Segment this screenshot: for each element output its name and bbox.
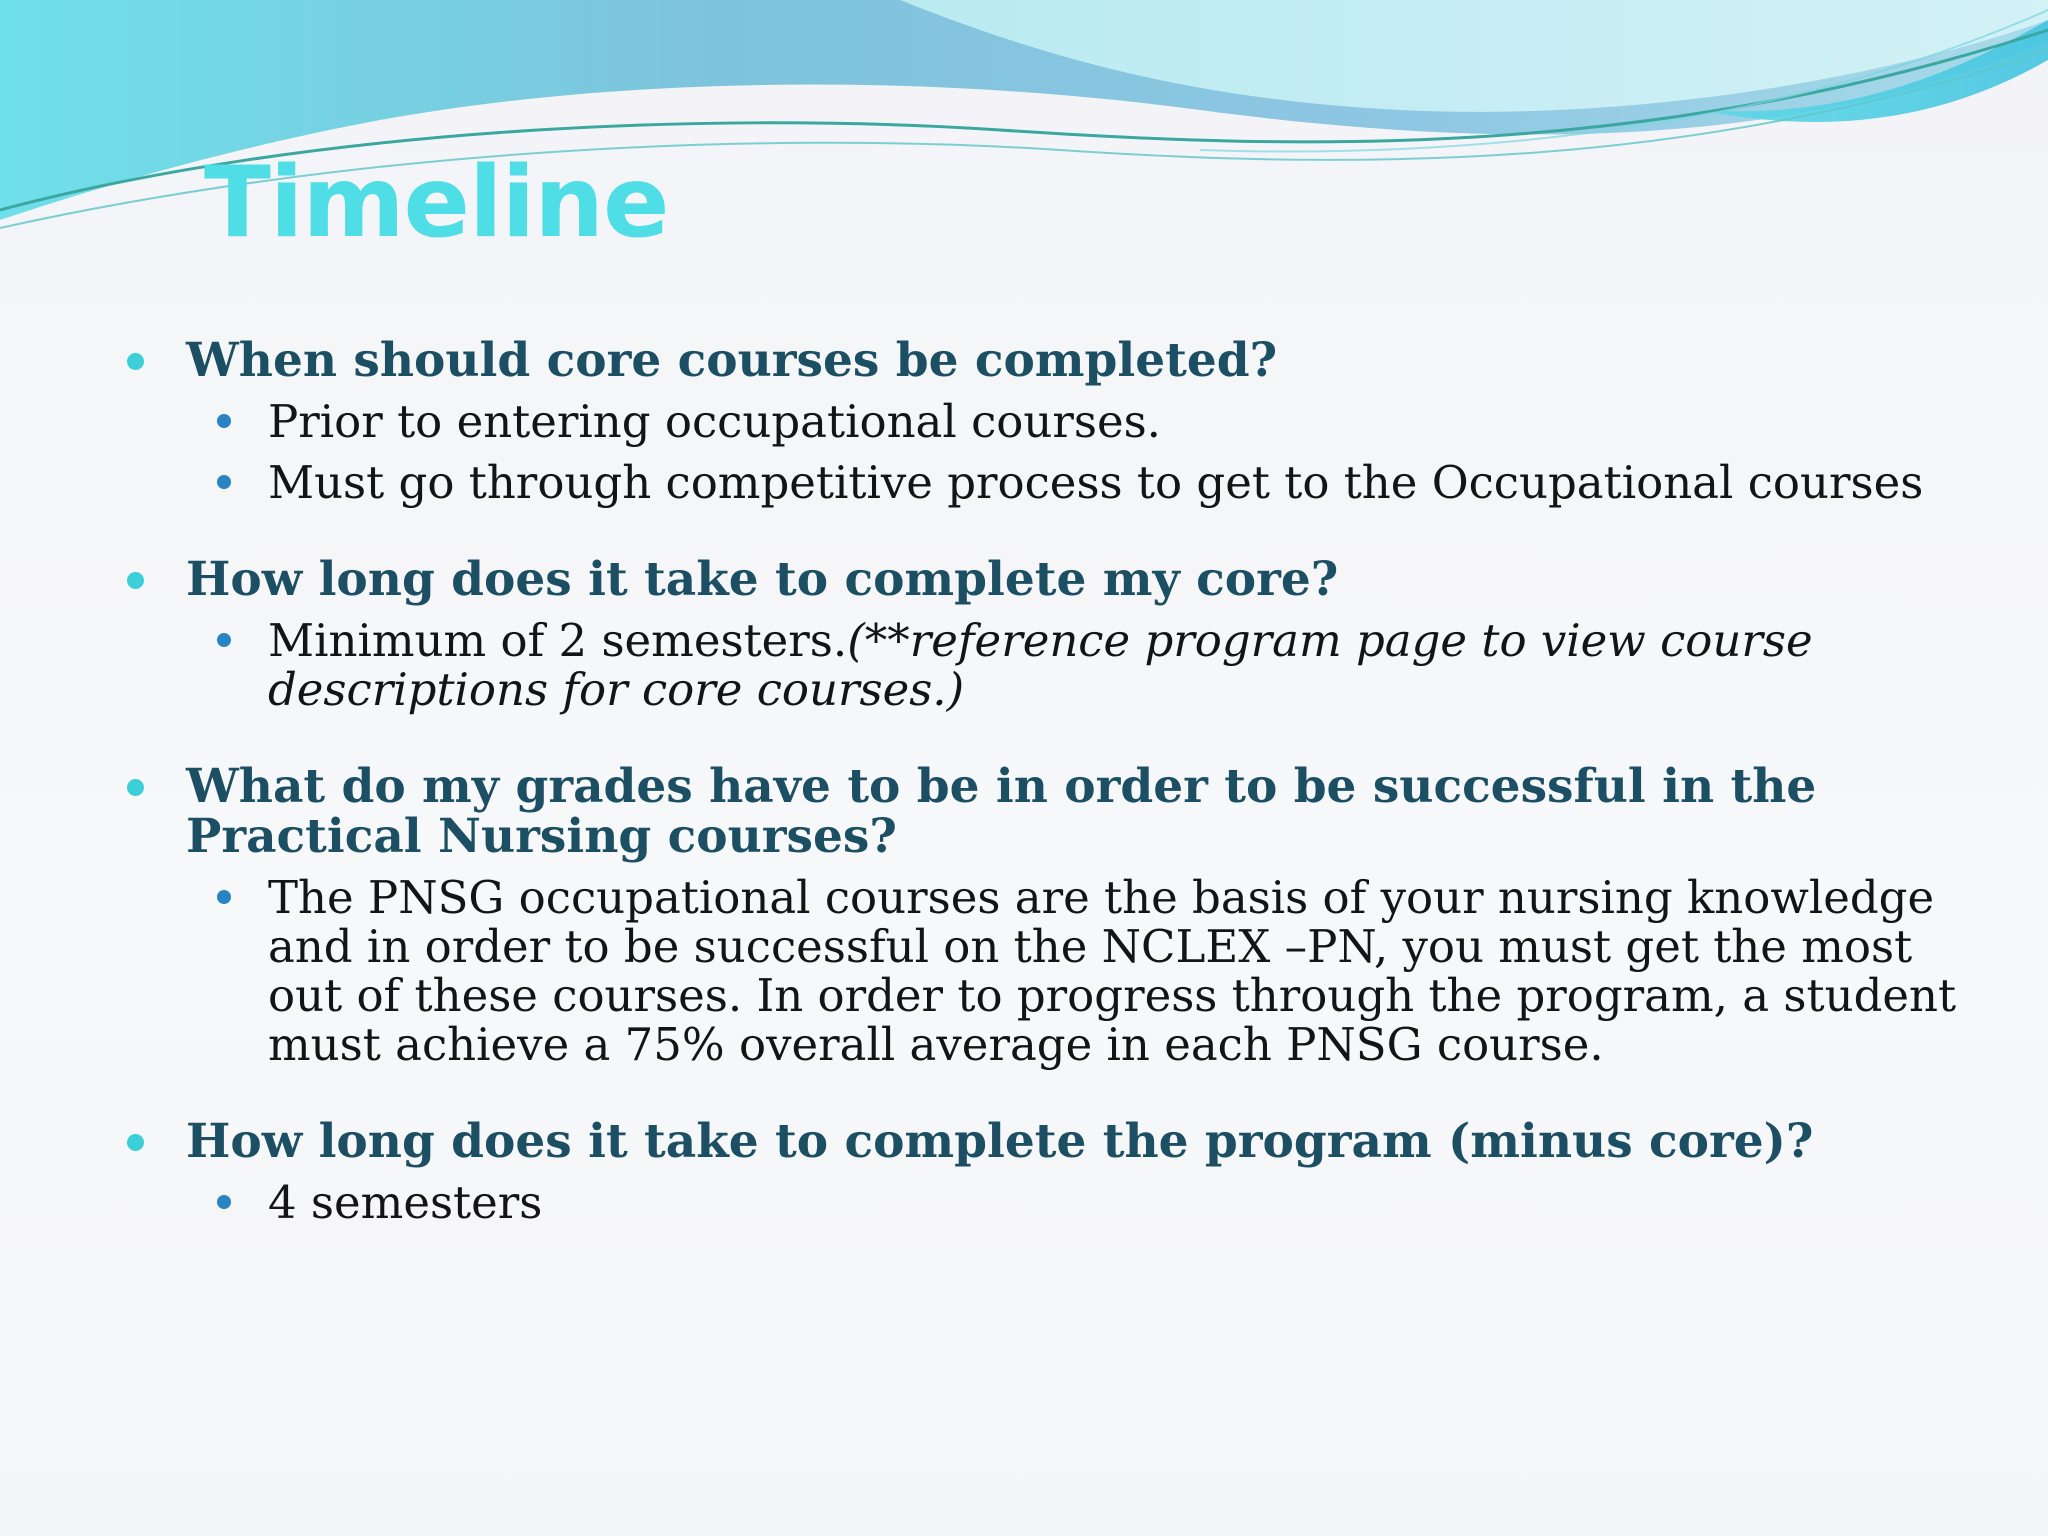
answer-text: Minimum of 2 semesters. xyxy=(268,614,848,667)
sub-bullet-icon xyxy=(217,633,231,647)
slide-title: Timeline xyxy=(204,146,669,260)
answer-list xyxy=(120,616,1980,714)
answer-text: Must go through competitive process to get to the Occupational courses xyxy=(268,456,1924,509)
question-section xyxy=(120,1114,1980,1229)
question-bullet xyxy=(120,552,1980,607)
answer-text: Prior to entering occupational courses. xyxy=(268,395,1161,448)
question-section xyxy=(120,759,1980,1071)
sub-bullet-icon xyxy=(217,1195,231,1209)
question-bullet xyxy=(120,333,1980,388)
question-section xyxy=(120,333,1980,509)
question-text: How long does it take to complete the program (minus core)? xyxy=(186,1114,1814,1169)
answer-list xyxy=(120,1178,1980,1227)
answer-bullet xyxy=(120,616,1980,714)
question-section xyxy=(120,552,1980,716)
question-bullet xyxy=(120,759,1980,864)
answer-bullet xyxy=(120,458,1980,507)
bullet-icon xyxy=(127,572,144,589)
slide-content xyxy=(120,333,1980,1275)
question-text: When should core courses be completed? xyxy=(186,333,1278,388)
answer-bullet xyxy=(120,873,1980,1069)
bullet-icon xyxy=(127,353,144,370)
sub-bullet-icon xyxy=(217,475,231,489)
answer-list xyxy=(120,873,1980,1069)
answer-bullet xyxy=(120,1178,1980,1227)
answer-text: The PNSG occupational courses are the basis of your nursing knowledge and in order to be successful on the NCLEX –PN, you must get the most out of these courses. In order to progress through the program, a student must achieve a 75% overall average in each PNSG course. xyxy=(268,871,1957,1071)
question-text: How long does it take to complete my core? xyxy=(186,552,1339,607)
question-bullet xyxy=(120,1114,1980,1169)
answer-italic-note: (**reference program page to view course descriptions for core courses.) xyxy=(268,614,1813,716)
bullet-icon xyxy=(127,779,144,796)
bullet-icon xyxy=(127,1134,144,1151)
answer-text: 4 semesters xyxy=(268,1176,543,1229)
sub-bullet-icon xyxy=(217,890,231,904)
question-text: What do my grades have to be in order to be successful in the Practical Nursing courses? xyxy=(186,759,1817,864)
sub-bullet-icon xyxy=(217,414,231,428)
answer-list xyxy=(120,397,1980,507)
answer-bullet xyxy=(120,397,1980,446)
